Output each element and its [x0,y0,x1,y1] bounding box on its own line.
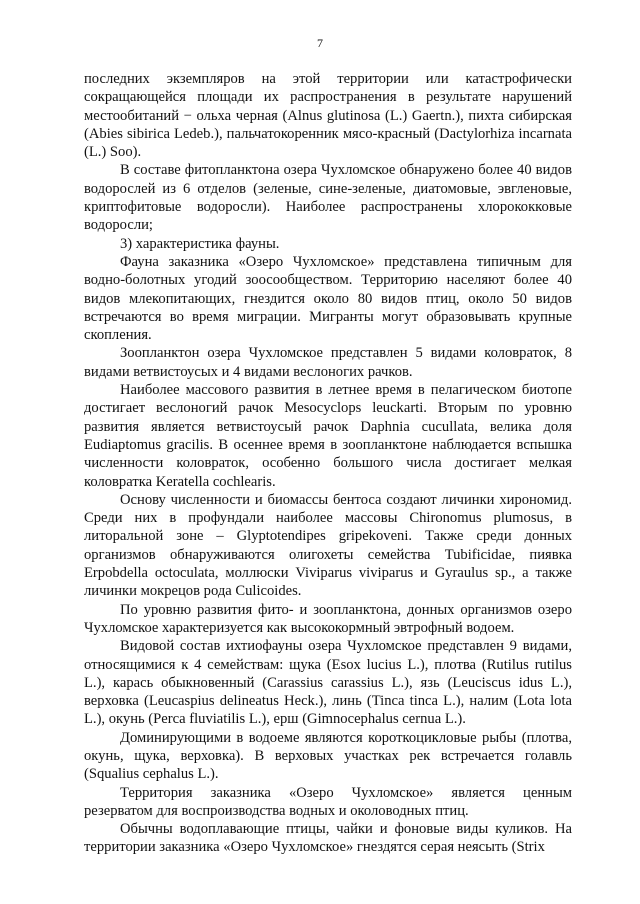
paragraph: Доминирующими в водоеме являются короткоцикловые рыбы (плотва, окунь, щука, верховка). В верховых участках рек встречается голавль (Squalius cephalus L.). [84,729,572,783]
paragraph: По уровню развития фито- и зоопланктона, донных организмов озеро Чухломское характеризуется как высококормный эвтрофный водоем. [84,601,572,636]
paragraph: последних экземпляров на этой территории или катастрофически сокращающейся площади их распространения в результате нарушений местообитаний − ольха черная (Alnus glutinosa (L.) Gaertn.), пихта сибирская (Abies sibirica Ledeb.), пальчатокоренник мясо-красный (Dactylorhiza incarnata (L.) Soo). [84,71,572,161]
paragraph: Зоопланктон озера Чухломское представлен 5 видами коловраток, 8 видами ветвистоусых и 4 видами веслоногих рачков. [84,345,572,380]
document-body [84,70,572,857]
paragraph: Наиболее массового развития в летнее время в пелагическом биотопе достигает веслоногий рачок Mesocyclops leuckarti. Вторым по уровню развития является ветвистоусый рачок Daphnia cucullata, велика доля Eudiaptomus gracilis. В осеннее время в зоопланктоне наблюдается вспышка численности коловраток, особенно большого числа достигает мелкая коловратка Keratella cochlearis. [84,382,572,490]
paragraph: 3) характеристика фауны. [120,235,280,252]
paragraph: Видовой состав ихтиофауны озера Чухломское представлен 9 видами, относящимися к 4 семействам: щука (Esox lucius L.), плотва (Rutilus rutilus L.), карась обыкновенный (Carassius carassius L.), язь (Leuciscus idus L.), верховка (Leucaspius delineatus Heck.), линь (Tinca tinca L.), налим (Lota lota L.), окунь (Perca fluviatilis L.), ерш (Gimnocephalus cernua L.). [84,638,572,728]
paragraph: Основу численности и биомассы бентоса создают личинки хирономид. Среди них в профундали наиболее массовы Chironomus plumosus, в литоральной зоне – Glyptotendipes gripekoveni. Также среди донных организмов обнаруживаются олигохеты семейства Tubificidae, пиявка Erpobdella octoculata, моллюски Viviparus viviparus и Gyraulus sp., а также личинки мокрецов рода Culicoides. [84,491,572,600]
paragraph: В составе фитопланктона озера Чухломское обнаружено более 40 видов водорослей из 6 отделов (зеленые, сине-зеленые, диатомовые, эвгленовые, криптофитовые водоросли). Наиболее распространены хлорококковые водоросли; [84,162,572,234]
paragraph: Фауна заказника «Озеро Чухломское» представлена типичным для водно-болотных угодий зоосообществом. Территорию населяют более 40 видов млекопитающих, гнездится около 80 видов птиц, около 50 видов встречаются во время миграции. Мигранты могут образовывать крупные скопления. [84,253,572,344]
page-number: 7 [317,36,323,50]
paragraph: Территория заказника «Озеро Чухломское» является ценным резерватом для воспроизводства водных и околоводных птиц. [84,784,572,819]
paragraph: Обычны водоплавающие птицы, чайки и фоновые виды куликов. На территории заказника «Озеро Чухломское» гнездятся серая неясыть (Strix [84,821,572,856]
